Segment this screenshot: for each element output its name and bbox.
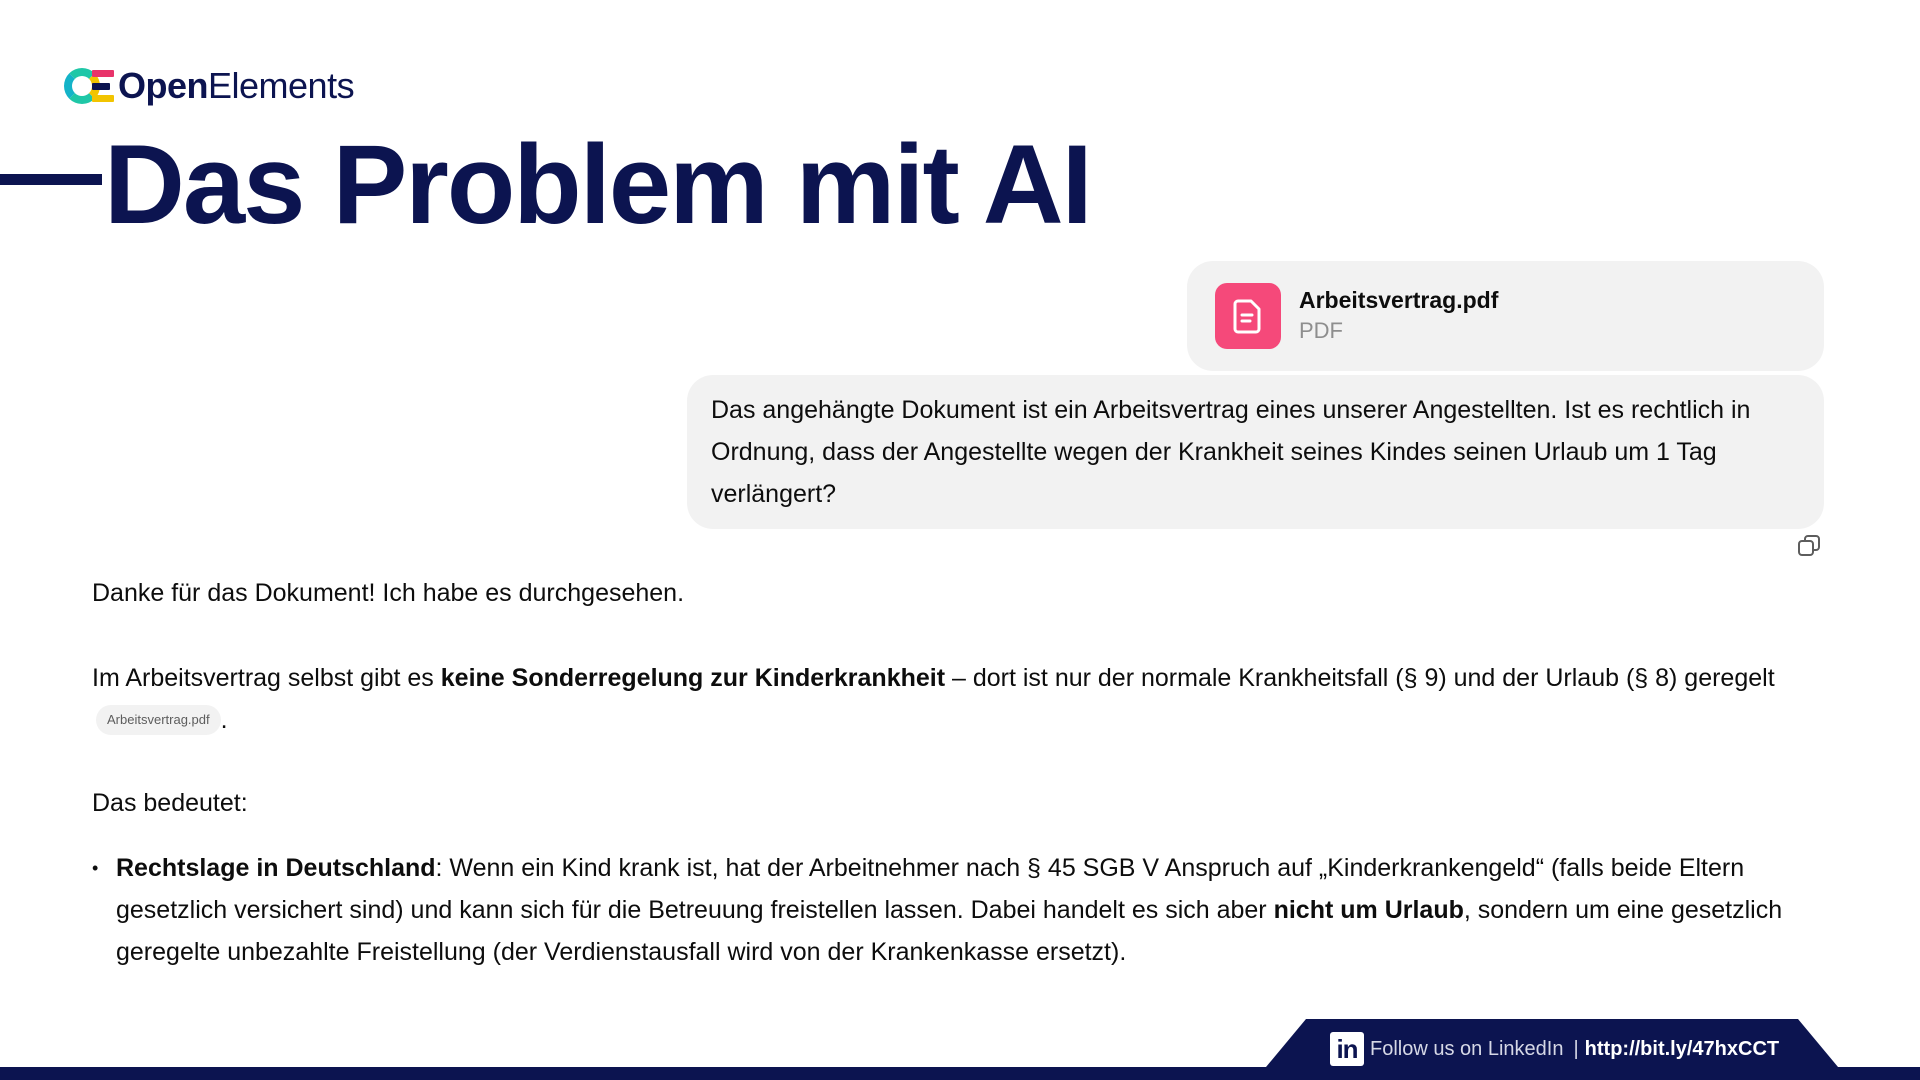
answer-bullet-list [92,847,1832,973]
user-message: Das angehängte Dokument ist ein Arbeitsvertrag eines unserer Angestellten. Ist es rechtlich in Ordnung, dass der Angestellte wegen der Krankheit seines Kindes seinen Urlaub um 1 Tag verlängert? [687,375,1824,529]
attachment-card[interactable] [1187,261,1824,371]
attachment-filename: Arbeitsvertrag.pdf [1299,287,1499,313]
slide-title: Das Problem mit AI [104,122,1091,247]
answer-subheading: Das bedeutet: [92,789,248,817]
footer-linkedin [1330,1031,1779,1067]
linkedin-icon[interactable]: in [1330,1032,1364,1066]
answer-bold: keine Sonderregelung zur Kinderkrankheit [440,664,946,692]
list-item: • Rechtslage in Deutschland: Wenn ein Kind krank ist, hat der Arbeitnehmer nach § 45 SGB V Anspruch auf „Kinderkrankengeld“ (falls beide Eltern gesetzlich versichert sind) und kann sich für die Betreuung freistellen lassen. Dabei handelt es sich aber nicht um Urlaub, sondern um eine gesetzlich geregelte unbezahlte Freistellung (der Verdienstausfall wird von der Krankenkasse ersetzt). [92,847,1832,973]
attachment-type: PDF [1299,318,1343,343]
title-accent-bar [0,174,102,185]
follow-text: Follow us on LinkedIn [1370,1037,1564,1060]
answer-text: – dort ist nur der normale Krankheitsfall (§ 9) und der Urlaub (§ 8) geregelt [945,664,1775,692]
logo-wordmark: OpenElements [118,65,355,106]
answer-intro: Danke für das Dokument! Ich habe es durchgesehen. [92,579,685,607]
linkedin-link[interactable]: http://bit.ly/47hxCCT [1584,1037,1780,1060]
citation-chip[interactable]: Arbeitsvertrag.pdf [96,705,221,735]
answer-text: Im Arbeitsvertrag selbst gibt es [92,664,441,692]
answer-paragraph: Im Arbeitsvertrag selbst gibt es keine Sonderregelung zur Kinderkrankheit – dort ist nur der normale Krankheitsfall (§ 9) und der Urlaub (§ 8) geregeltArbeitsvertrag.pdf . [92,664,1775,734]
open-elements-logo-icon [62,66,114,106]
document-icon [1215,283,1281,349]
copy-icon[interactable] [1796,533,1822,559]
open-elements-logo [62,64,354,108]
footer-separator: | [1573,1037,1579,1060]
